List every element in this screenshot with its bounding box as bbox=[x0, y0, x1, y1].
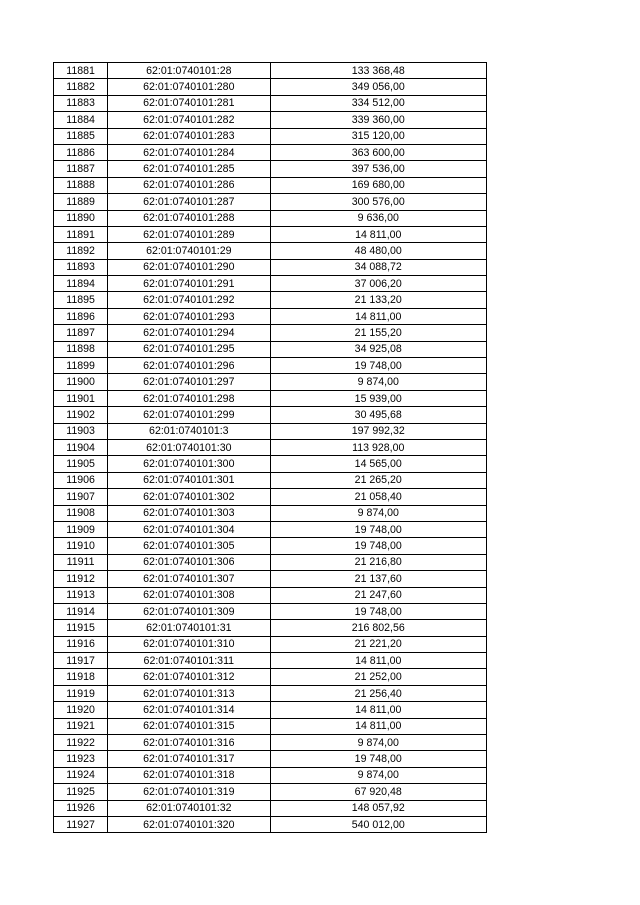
table-row bbox=[54, 653, 487, 669]
table-row bbox=[54, 685, 487, 701]
row-number-cell: 11926 bbox=[54, 800, 108, 816]
value-cell: 197 992,32 bbox=[270, 423, 487, 439]
row-number-cell: 11923 bbox=[54, 751, 108, 767]
cadastral-number-cell: 62:01:0740101:306 bbox=[108, 554, 270, 570]
value-cell: 14 811,00 bbox=[270, 226, 487, 242]
table-row bbox=[54, 439, 487, 455]
cadastral-number-cell: 62:01:0740101:317 bbox=[108, 751, 270, 767]
row-number-cell: 11913 bbox=[54, 587, 108, 603]
table-row bbox=[54, 767, 487, 783]
cadastral-number-cell: 62:01:0740101:318 bbox=[108, 767, 270, 783]
value-cell: 21 155,20 bbox=[270, 325, 487, 341]
table-row bbox=[54, 538, 487, 554]
row-number-cell: 11927 bbox=[54, 816, 108, 832]
table-body bbox=[54, 63, 487, 833]
table-row bbox=[54, 587, 487, 603]
value-cell: 315 120,00 bbox=[270, 128, 487, 144]
value-cell: 19 748,00 bbox=[270, 521, 487, 537]
value-cell: 334 512,00 bbox=[270, 95, 487, 111]
cadastral-number-cell: 62:01:0740101:309 bbox=[108, 603, 270, 619]
table-row bbox=[54, 259, 487, 275]
table-row bbox=[54, 735, 487, 751]
table-row bbox=[54, 161, 487, 177]
table-row bbox=[54, 571, 487, 587]
cadastral-number-cell: 62:01:0740101:305 bbox=[108, 538, 270, 554]
cadastral-number-cell: 62:01:0740101:319 bbox=[108, 784, 270, 800]
row-number-cell: 11917 bbox=[54, 653, 108, 669]
table-row bbox=[54, 128, 487, 144]
table-row bbox=[54, 472, 487, 488]
cadastral-value-table bbox=[53, 62, 487, 833]
value-cell: 9 874,00 bbox=[270, 767, 487, 783]
value-cell: 300 576,00 bbox=[270, 194, 487, 210]
cadastral-number-cell: 62:01:0740101:298 bbox=[108, 390, 270, 406]
row-number-cell: 11925 bbox=[54, 784, 108, 800]
table-row bbox=[54, 226, 487, 242]
table-row bbox=[54, 456, 487, 472]
row-number-cell: 11900 bbox=[54, 374, 108, 390]
table-row bbox=[54, 816, 487, 832]
table-row bbox=[54, 784, 487, 800]
value-cell: 339 360,00 bbox=[270, 112, 487, 128]
cadastral-number-cell: 62:01:0740101:308 bbox=[108, 587, 270, 603]
row-number-cell: 11882 bbox=[54, 79, 108, 95]
value-cell: 21 221,20 bbox=[270, 636, 487, 652]
cadastral-number-cell: 62:01:0740101:310 bbox=[108, 636, 270, 652]
table-row bbox=[54, 194, 487, 210]
cadastral-number-cell: 62:01:0740101:29 bbox=[108, 243, 270, 259]
cadastral-number-cell: 62:01:0740101:297 bbox=[108, 374, 270, 390]
table-row bbox=[54, 79, 487, 95]
value-cell: 9 874,00 bbox=[270, 374, 487, 390]
table-row bbox=[54, 751, 487, 767]
value-cell: 34 088,72 bbox=[270, 259, 487, 275]
row-number-cell: 11904 bbox=[54, 439, 108, 455]
cadastral-number-cell: 62:01:0740101:290 bbox=[108, 259, 270, 275]
row-number-cell: 11903 bbox=[54, 423, 108, 439]
value-cell: 21 133,20 bbox=[270, 292, 487, 308]
row-number-cell: 11887 bbox=[54, 161, 108, 177]
cadastral-number-cell: 62:01:0740101:291 bbox=[108, 276, 270, 292]
row-number-cell: 11881 bbox=[54, 63, 108, 79]
value-cell: 21 252,00 bbox=[270, 669, 487, 685]
row-number-cell: 11907 bbox=[54, 489, 108, 505]
value-cell: 19 748,00 bbox=[270, 538, 487, 554]
value-cell: 397 536,00 bbox=[270, 161, 487, 177]
value-cell: 21 247,60 bbox=[270, 587, 487, 603]
value-cell: 34 925,08 bbox=[270, 341, 487, 357]
row-number-cell: 11890 bbox=[54, 210, 108, 226]
value-cell: 21 058,40 bbox=[270, 489, 487, 505]
cadastral-number-cell: 62:01:0740101:312 bbox=[108, 669, 270, 685]
value-cell: 216 802,56 bbox=[270, 620, 487, 636]
row-number-cell: 11921 bbox=[54, 718, 108, 734]
row-number-cell: 11911 bbox=[54, 554, 108, 570]
row-number-cell: 11919 bbox=[54, 685, 108, 701]
cadastral-number-cell: 62:01:0740101:292 bbox=[108, 292, 270, 308]
row-number-cell: 11891 bbox=[54, 226, 108, 242]
row-number-cell: 11894 bbox=[54, 276, 108, 292]
table-row bbox=[54, 144, 487, 160]
cadastral-number-cell: 62:01:0740101:283 bbox=[108, 128, 270, 144]
table-row bbox=[54, 95, 487, 111]
row-number-cell: 11906 bbox=[54, 472, 108, 488]
row-number-cell: 11912 bbox=[54, 571, 108, 587]
value-cell: 14 811,00 bbox=[270, 653, 487, 669]
table-row bbox=[54, 177, 487, 193]
value-cell: 14 811,00 bbox=[270, 308, 487, 324]
value-cell: 37 006,20 bbox=[270, 276, 487, 292]
cadastral-number-cell: 62:01:0740101:314 bbox=[108, 702, 270, 718]
value-cell: 9 874,00 bbox=[270, 505, 487, 521]
cadastral-number-cell: 62:01:0740101:293 bbox=[108, 308, 270, 324]
row-number-cell: 11924 bbox=[54, 767, 108, 783]
value-cell: 21 265,20 bbox=[270, 472, 487, 488]
row-number-cell: 11893 bbox=[54, 259, 108, 275]
row-number-cell: 11884 bbox=[54, 112, 108, 128]
row-number-cell: 11902 bbox=[54, 407, 108, 423]
row-number-cell: 11910 bbox=[54, 538, 108, 554]
row-number-cell: 11895 bbox=[54, 292, 108, 308]
row-number-cell: 11899 bbox=[54, 358, 108, 374]
table-row bbox=[54, 489, 487, 505]
cadastral-number-cell: 62:01:0740101:315 bbox=[108, 718, 270, 734]
cadastral-number-cell: 62:01:0740101:311 bbox=[108, 653, 270, 669]
cadastral-number-cell: 62:01:0740101:296 bbox=[108, 358, 270, 374]
table-row bbox=[54, 276, 487, 292]
value-cell: 14 565,00 bbox=[270, 456, 487, 472]
value-cell: 349 056,00 bbox=[270, 79, 487, 95]
table-row bbox=[54, 620, 487, 636]
row-number-cell: 11905 bbox=[54, 456, 108, 472]
cadastral-number-cell: 62:01:0740101:286 bbox=[108, 177, 270, 193]
value-cell: 363 600,00 bbox=[270, 144, 487, 160]
row-number-cell: 11897 bbox=[54, 325, 108, 341]
value-cell: 133 368,48 bbox=[270, 63, 487, 79]
row-number-cell: 11901 bbox=[54, 390, 108, 406]
cadastral-number-cell: 62:01:0740101:288 bbox=[108, 210, 270, 226]
cadastral-number-cell: 62:01:0740101:307 bbox=[108, 571, 270, 587]
row-number-cell: 11886 bbox=[54, 144, 108, 160]
table-row bbox=[54, 390, 487, 406]
cadastral-number-cell: 62:01:0740101:31 bbox=[108, 620, 270, 636]
cadastral-number-cell: 62:01:0740101:32 bbox=[108, 800, 270, 816]
table-row bbox=[54, 521, 487, 537]
row-number-cell: 11916 bbox=[54, 636, 108, 652]
row-number-cell: 11892 bbox=[54, 243, 108, 259]
table-row bbox=[54, 423, 487, 439]
table-row bbox=[54, 63, 487, 79]
cadastral-number-cell: 62:01:0740101:287 bbox=[108, 194, 270, 210]
value-cell: 21 256,40 bbox=[270, 685, 487, 701]
table-row bbox=[54, 718, 487, 734]
row-number-cell: 11896 bbox=[54, 308, 108, 324]
table-row bbox=[54, 358, 487, 374]
row-number-cell: 11898 bbox=[54, 341, 108, 357]
cadastral-number-cell: 62:01:0740101:295 bbox=[108, 341, 270, 357]
value-cell: 19 748,00 bbox=[270, 358, 487, 374]
table-row bbox=[54, 505, 487, 521]
value-cell: 14 811,00 bbox=[270, 718, 487, 734]
row-number-cell: 11888 bbox=[54, 177, 108, 193]
value-cell: 30 495,68 bbox=[270, 407, 487, 423]
cadastral-number-cell: 62:01:0740101:300 bbox=[108, 456, 270, 472]
row-number-cell: 11920 bbox=[54, 702, 108, 718]
row-number-cell: 11914 bbox=[54, 603, 108, 619]
table-row bbox=[54, 407, 487, 423]
cadastral-number-cell: 62:01:0740101:316 bbox=[108, 735, 270, 751]
value-cell: 540 012,00 bbox=[270, 816, 487, 832]
value-cell: 113 928,00 bbox=[270, 439, 487, 455]
table-row bbox=[54, 636, 487, 652]
table-row bbox=[54, 325, 487, 341]
value-cell: 169 680,00 bbox=[270, 177, 487, 193]
row-number-cell: 11889 bbox=[54, 194, 108, 210]
cadastral-number-cell: 62:01:0740101:282 bbox=[108, 112, 270, 128]
cadastral-number-cell: 62:01:0740101:3 bbox=[108, 423, 270, 439]
cadastral-number-cell: 62:01:0740101:285 bbox=[108, 161, 270, 177]
table-row bbox=[54, 210, 487, 226]
row-number-cell: 11918 bbox=[54, 669, 108, 685]
row-number-cell: 11915 bbox=[54, 620, 108, 636]
table-row bbox=[54, 292, 487, 308]
row-number-cell: 11908 bbox=[54, 505, 108, 521]
cadastral-number-cell: 62:01:0740101:30 bbox=[108, 439, 270, 455]
cadastral-number-cell: 62:01:0740101:294 bbox=[108, 325, 270, 341]
cadastral-number-cell: 62:01:0740101:303 bbox=[108, 505, 270, 521]
cadastral-number-cell: 62:01:0740101:28 bbox=[108, 63, 270, 79]
cadastral-number-cell: 62:01:0740101:280 bbox=[108, 79, 270, 95]
table-row bbox=[54, 554, 487, 570]
value-cell: 67 920,48 bbox=[270, 784, 487, 800]
table-row bbox=[54, 374, 487, 390]
row-number-cell: 11909 bbox=[54, 521, 108, 537]
cadastral-number-cell: 62:01:0740101:302 bbox=[108, 489, 270, 505]
table-row bbox=[54, 112, 487, 128]
cadastral-number-cell: 62:01:0740101:299 bbox=[108, 407, 270, 423]
cadastral-number-cell: 62:01:0740101:284 bbox=[108, 144, 270, 160]
table-row bbox=[54, 702, 487, 718]
table-row bbox=[54, 800, 487, 816]
value-cell: 148 057,92 bbox=[270, 800, 487, 816]
row-number-cell: 11922 bbox=[54, 735, 108, 751]
row-number-cell: 11885 bbox=[54, 128, 108, 144]
value-cell: 15 939,00 bbox=[270, 390, 487, 406]
value-cell: 19 748,00 bbox=[270, 603, 487, 619]
cadastral-number-cell: 62:01:0740101:313 bbox=[108, 685, 270, 701]
value-cell: 19 748,00 bbox=[270, 751, 487, 767]
cadastral-number-cell: 62:01:0740101:281 bbox=[108, 95, 270, 111]
table-row bbox=[54, 308, 487, 324]
value-cell: 9 636,00 bbox=[270, 210, 487, 226]
value-cell: 14 811,00 bbox=[270, 702, 487, 718]
table-row bbox=[54, 669, 487, 685]
table-row bbox=[54, 603, 487, 619]
table-row bbox=[54, 341, 487, 357]
cadastral-number-cell: 62:01:0740101:301 bbox=[108, 472, 270, 488]
table-row bbox=[54, 243, 487, 259]
row-number-cell: 11883 bbox=[54, 95, 108, 111]
value-cell: 21 216,80 bbox=[270, 554, 487, 570]
value-cell: 21 137,60 bbox=[270, 571, 487, 587]
value-cell: 48 480,00 bbox=[270, 243, 487, 259]
cadastral-number-cell: 62:01:0740101:289 bbox=[108, 226, 270, 242]
cadastral-number-cell: 62:01:0740101:320 bbox=[108, 816, 270, 832]
cadastral-number-cell: 62:01:0740101:304 bbox=[108, 521, 270, 537]
value-cell: 9 874,00 bbox=[270, 735, 487, 751]
